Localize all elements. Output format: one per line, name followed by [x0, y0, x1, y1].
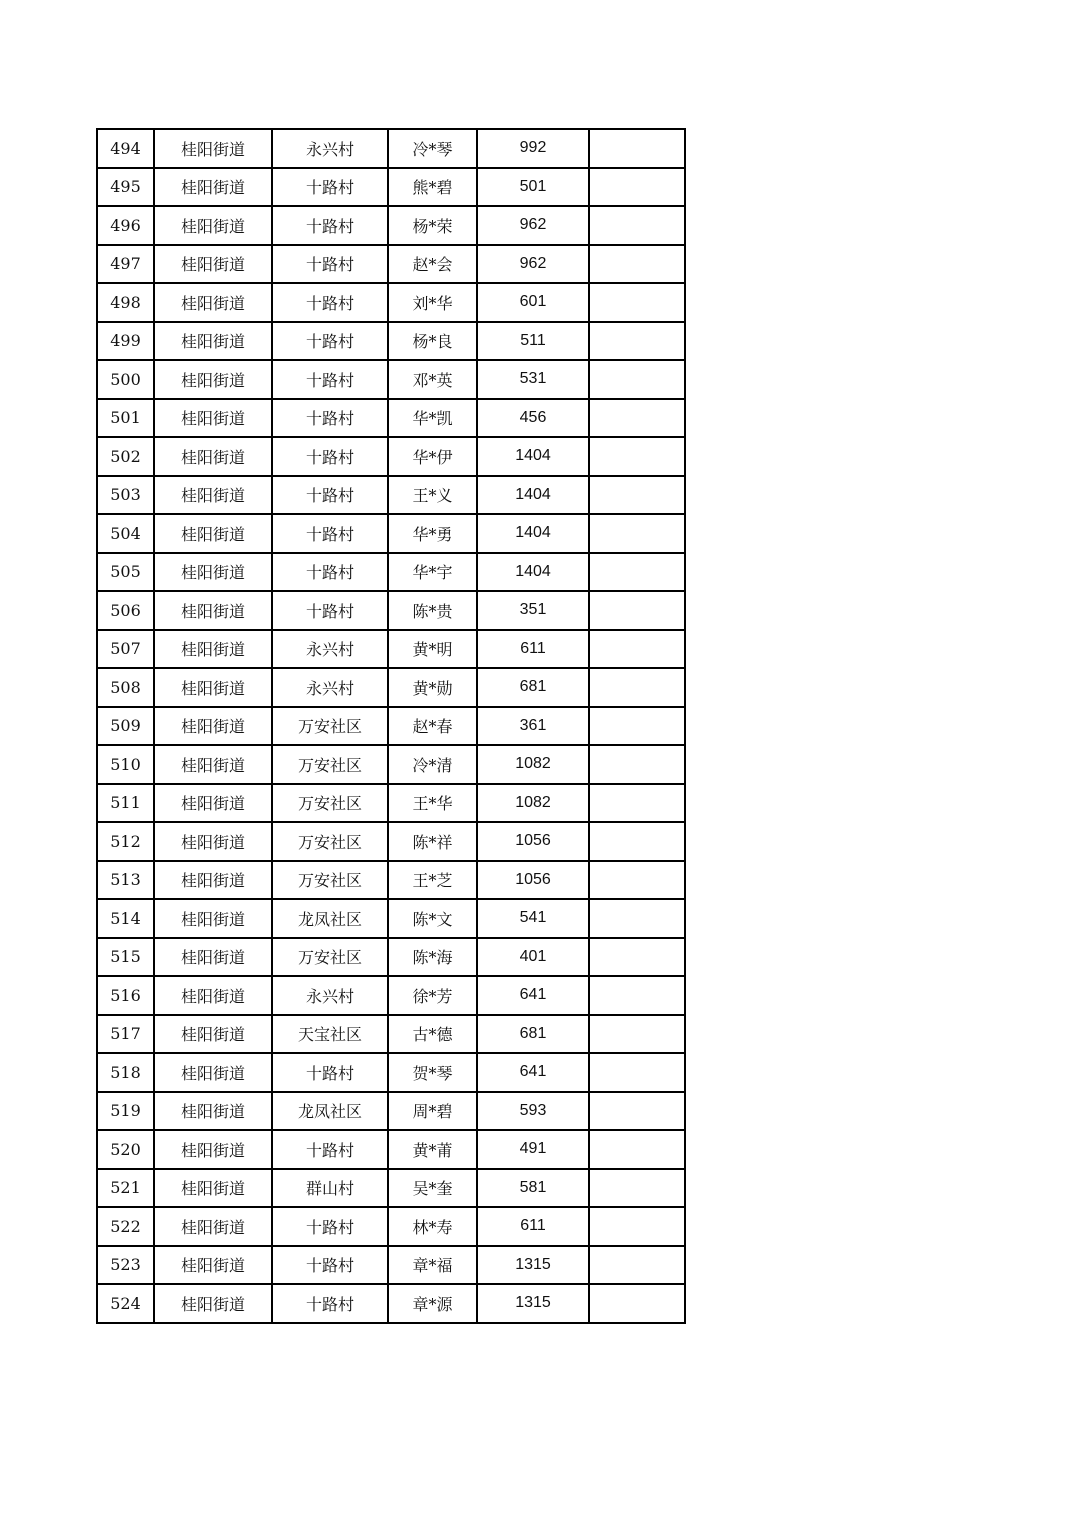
row-number-cell: 509: [97, 707, 154, 746]
street-cell: 桂阳街道: [154, 514, 272, 553]
street-cell: 桂阳街道: [154, 899, 272, 938]
village-cell: 十路村: [272, 399, 388, 438]
table-row: [97, 1015, 685, 1054]
street-cell: 桂阳街道: [154, 129, 272, 168]
street-cell: 桂阳街道: [154, 437, 272, 476]
table-row: [97, 668, 685, 707]
row-number-cell: 515: [97, 938, 154, 977]
row-number-cell: 502: [97, 437, 154, 476]
table-row: [97, 861, 685, 900]
name-cell: 王*芝: [388, 861, 477, 900]
street-cell: 桂阳街道: [154, 283, 272, 322]
name-cell: 章*源: [388, 1284, 477, 1323]
row-number-cell: 496: [97, 206, 154, 245]
note-cell: [589, 360, 685, 399]
amount-cell: 456: [477, 399, 589, 438]
street-cell: 桂阳街道: [154, 784, 272, 823]
amount-cell: 611: [477, 630, 589, 669]
village-cell: 永兴村: [272, 976, 388, 1015]
row-number-cell: 521: [97, 1169, 154, 1208]
amount-cell: 491: [477, 1130, 589, 1169]
note-cell: [589, 1130, 685, 1169]
name-cell: 赵*春: [388, 707, 477, 746]
note-cell: [589, 1284, 685, 1323]
street-cell: 桂阳街道: [154, 938, 272, 977]
note-cell: [589, 1246, 685, 1285]
table-row: [97, 899, 685, 938]
row-number-cell: 500: [97, 360, 154, 399]
village-cell: 十路村: [272, 591, 388, 630]
name-cell: 吴*奎: [388, 1169, 477, 1208]
village-cell: 群山村: [272, 1169, 388, 1208]
village-cell: 十路村: [272, 322, 388, 361]
row-number-cell: 510: [97, 745, 154, 784]
street-cell: 桂阳街道: [154, 668, 272, 707]
name-cell: 章*福: [388, 1246, 477, 1285]
amount-cell: 1082: [477, 784, 589, 823]
note-cell: [589, 1169, 685, 1208]
amount-cell: 511: [477, 322, 589, 361]
village-cell: 十路村: [272, 283, 388, 322]
street-cell: 桂阳街道: [154, 553, 272, 592]
note-cell: [589, 168, 685, 207]
row-number-cell: 508: [97, 668, 154, 707]
table-row: [97, 476, 685, 515]
row-number-cell: 523: [97, 1246, 154, 1285]
name-cell: 刘*华: [388, 283, 477, 322]
amount-cell: 401: [477, 938, 589, 977]
note-cell: [589, 399, 685, 438]
village-cell: 十路村: [272, 1130, 388, 1169]
amount-cell: 351: [477, 591, 589, 630]
name-cell: 华*凯: [388, 399, 477, 438]
table-row: [97, 707, 685, 746]
row-number-cell: 520: [97, 1130, 154, 1169]
table-row: [97, 245, 685, 284]
street-cell: 桂阳街道: [154, 1130, 272, 1169]
name-cell: 黄*勋: [388, 668, 477, 707]
street-cell: 桂阳街道: [154, 206, 272, 245]
name-cell: 华*伊: [388, 437, 477, 476]
table-row: [97, 745, 685, 784]
village-cell: 万安社区: [272, 784, 388, 823]
name-cell: 陈*文: [388, 899, 477, 938]
street-cell: 桂阳街道: [154, 1015, 272, 1054]
row-number-cell: 497: [97, 245, 154, 284]
table-row: [97, 1130, 685, 1169]
row-number-cell: 504: [97, 514, 154, 553]
note-cell: [589, 745, 685, 784]
note-cell: [589, 976, 685, 1015]
note-cell: [589, 476, 685, 515]
table-row: [97, 129, 685, 168]
street-cell: 桂阳街道: [154, 245, 272, 284]
row-number-cell: 495: [97, 168, 154, 207]
amount-cell: 1404: [477, 553, 589, 592]
street-cell: 桂阳街道: [154, 360, 272, 399]
village-cell: 十路村: [272, 476, 388, 515]
note-cell: [589, 668, 685, 707]
records-table: [96, 128, 686, 1324]
table-row: [97, 1169, 685, 1208]
row-number-cell: 494: [97, 129, 154, 168]
village-cell: 万安社区: [272, 861, 388, 900]
name-cell: 赵*会: [388, 245, 477, 284]
note-cell: [589, 822, 685, 861]
table-row: [97, 1207, 685, 1246]
note-cell: [589, 899, 685, 938]
village-cell: 十路村: [272, 553, 388, 592]
village-cell: 十路村: [272, 245, 388, 284]
village-cell: 十路村: [272, 1053, 388, 1092]
village-cell: 十路村: [272, 514, 388, 553]
name-cell: 古*德: [388, 1015, 477, 1054]
street-cell: 桂阳街道: [154, 745, 272, 784]
note-cell: [589, 861, 685, 900]
row-number-cell: 518: [97, 1053, 154, 1092]
street-cell: 桂阳街道: [154, 1284, 272, 1323]
row-number-cell: 512: [97, 822, 154, 861]
name-cell: 陈*海: [388, 938, 477, 977]
name-cell: 邓*英: [388, 360, 477, 399]
note-cell: [589, 1207, 685, 1246]
table-row: [97, 283, 685, 322]
note-cell: [589, 129, 685, 168]
note-cell: [589, 1053, 685, 1092]
village-cell: 永兴村: [272, 668, 388, 707]
village-cell: 十路村: [272, 1207, 388, 1246]
village-cell: 十路村: [272, 360, 388, 399]
amount-cell: 611: [477, 1207, 589, 1246]
row-number-cell: 501: [97, 399, 154, 438]
name-cell: 周*碧: [388, 1092, 477, 1131]
street-cell: 桂阳街道: [154, 591, 272, 630]
table-row: [97, 322, 685, 361]
amount-cell: 531: [477, 360, 589, 399]
street-cell: 桂阳街道: [154, 1169, 272, 1208]
village-cell: 龙凤社区: [272, 899, 388, 938]
amount-cell: 361: [477, 707, 589, 746]
table-row: [97, 938, 685, 977]
village-cell: 十路村: [272, 206, 388, 245]
table-row: [97, 206, 685, 245]
note-cell: [589, 1092, 685, 1131]
name-cell: 黄*莆: [388, 1130, 477, 1169]
note-cell: [589, 938, 685, 977]
amount-cell: 593: [477, 1092, 589, 1131]
table-row: [97, 1092, 685, 1131]
table-row: [97, 360, 685, 399]
street-cell: 桂阳街道: [154, 976, 272, 1015]
amount-cell: 601: [477, 283, 589, 322]
row-number-cell: 511: [97, 784, 154, 823]
village-cell: 万安社区: [272, 745, 388, 784]
village-cell: 十路村: [272, 1246, 388, 1285]
note-cell: [589, 1015, 685, 1054]
street-cell: 桂阳街道: [154, 861, 272, 900]
amount-cell: 962: [477, 206, 589, 245]
row-number-cell: 498: [97, 283, 154, 322]
table-row: [97, 514, 685, 553]
table-row: [97, 168, 685, 207]
name-cell: 杨*良: [388, 322, 477, 361]
name-cell: 冷*琴: [388, 129, 477, 168]
table-row: [97, 976, 685, 1015]
row-number-cell: 505: [97, 553, 154, 592]
name-cell: 陈*贵: [388, 591, 477, 630]
note-cell: [589, 322, 685, 361]
table-row: [97, 784, 685, 823]
amount-cell: 1404: [477, 514, 589, 553]
row-number-cell: 522: [97, 1207, 154, 1246]
row-number-cell: 503: [97, 476, 154, 515]
village-cell: 十路村: [272, 1284, 388, 1323]
amount-cell: 681: [477, 1015, 589, 1054]
street-cell: 桂阳街道: [154, 822, 272, 861]
row-number-cell: 517: [97, 1015, 154, 1054]
note-cell: [589, 437, 685, 476]
amount-cell: 1404: [477, 476, 589, 515]
table-row: [97, 630, 685, 669]
name-cell: 杨*荣: [388, 206, 477, 245]
name-cell: 王*义: [388, 476, 477, 515]
amount-cell: 1082: [477, 745, 589, 784]
amount-cell: 1056: [477, 861, 589, 900]
name-cell: 黄*明: [388, 630, 477, 669]
street-cell: 桂阳街道: [154, 168, 272, 207]
row-number-cell: 514: [97, 899, 154, 938]
row-number-cell: 516: [97, 976, 154, 1015]
row-number-cell: 507: [97, 630, 154, 669]
amount-cell: 1056: [477, 822, 589, 861]
note-cell: [589, 245, 685, 284]
amount-cell: 681: [477, 668, 589, 707]
note-cell: [589, 283, 685, 322]
name-cell: 冷*清: [388, 745, 477, 784]
note-cell: [589, 707, 685, 746]
table-row: [97, 822, 685, 861]
row-number-cell: 513: [97, 861, 154, 900]
street-cell: 桂阳街道: [154, 1207, 272, 1246]
name-cell: 王*华: [388, 784, 477, 823]
amount-cell: 962: [477, 245, 589, 284]
note-cell: [589, 630, 685, 669]
note-cell: [589, 206, 685, 245]
name-cell: 陈*祥: [388, 822, 477, 861]
village-cell: 龙凤社区: [272, 1092, 388, 1131]
village-cell: 万安社区: [272, 938, 388, 977]
name-cell: 华*勇: [388, 514, 477, 553]
village-cell: 天宝社区: [272, 1015, 388, 1054]
table-row: [97, 437, 685, 476]
table-row: [97, 1246, 685, 1285]
amount-cell: 1404: [477, 437, 589, 476]
street-cell: 桂阳街道: [154, 322, 272, 361]
village-cell: 永兴村: [272, 630, 388, 669]
name-cell: 林*寿: [388, 1207, 477, 1246]
table-row: [97, 591, 685, 630]
note-cell: [589, 514, 685, 553]
street-cell: 桂阳街道: [154, 707, 272, 746]
amount-cell: 1315: [477, 1246, 589, 1285]
amount-cell: 501: [477, 168, 589, 207]
street-cell: 桂阳街道: [154, 1092, 272, 1131]
name-cell: 华*宇: [388, 553, 477, 592]
note-cell: [589, 591, 685, 630]
street-cell: 桂阳街道: [154, 1053, 272, 1092]
street-cell: 桂阳街道: [154, 399, 272, 438]
table-row: [97, 553, 685, 592]
village-cell: 十路村: [272, 168, 388, 207]
row-number-cell: 506: [97, 591, 154, 630]
village-cell: 万安社区: [272, 822, 388, 861]
row-number-cell: 519: [97, 1092, 154, 1131]
amount-cell: 541: [477, 899, 589, 938]
name-cell: 熊*碧: [388, 168, 477, 207]
name-cell: 贺*琴: [388, 1053, 477, 1092]
amount-cell: 992: [477, 129, 589, 168]
street-cell: 桂阳街道: [154, 1246, 272, 1285]
amount-cell: 641: [477, 1053, 589, 1092]
amount-cell: 1315: [477, 1284, 589, 1323]
table-body: [97, 129, 685, 1323]
table-row: [97, 1053, 685, 1092]
village-cell: 万安社区: [272, 707, 388, 746]
note-cell: [589, 553, 685, 592]
table-row: [97, 1284, 685, 1323]
amount-cell: 641: [477, 976, 589, 1015]
row-number-cell: 499: [97, 322, 154, 361]
street-cell: 桂阳街道: [154, 476, 272, 515]
table-row: [97, 399, 685, 438]
village-cell: 永兴村: [272, 129, 388, 168]
amount-cell: 581: [477, 1169, 589, 1208]
row-number-cell: 524: [97, 1284, 154, 1323]
note-cell: [589, 784, 685, 823]
street-cell: 桂阳街道: [154, 630, 272, 669]
name-cell: 徐*芳: [388, 976, 477, 1015]
village-cell: 十路村: [272, 437, 388, 476]
